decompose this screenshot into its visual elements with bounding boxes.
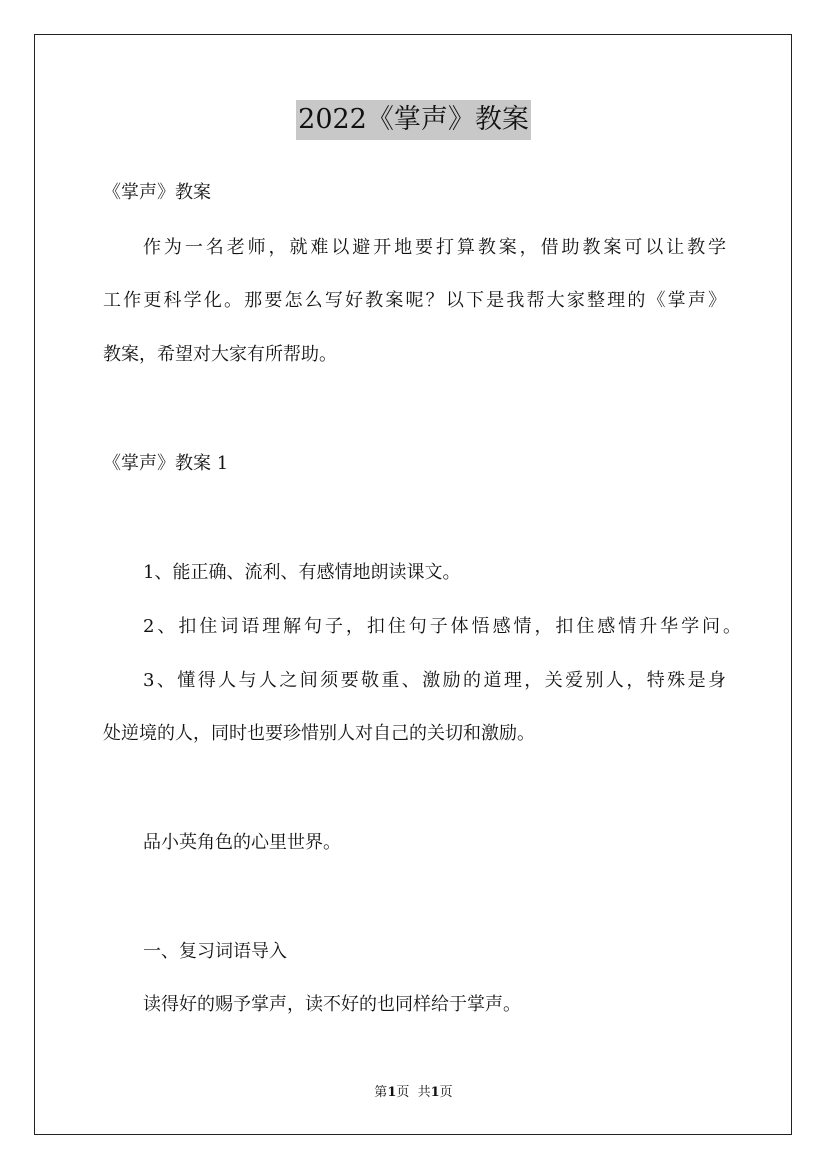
goal-2: 2、扣住词语理解句子，扣住句子体悟感情，扣住感情升华学问。 [143, 616, 741, 637]
goal-3-continued: 处逆境的人，同时也要珍惜别人对自己的关切和激励。 [103, 723, 535, 744]
section-heading: 《掌声》教案 1 [103, 453, 229, 474]
subtitle: 《掌声》教案 [103, 182, 211, 203]
intro-line-2: 工作更科学化。那要怎么写好教案呢？以下是我帮大家整理的《掌声》 [103, 290, 726, 311]
footer-page-prefix: 第 [374, 1085, 388, 1100]
intro-line-3: 教案，希望对大家有所帮助。 [103, 344, 337, 365]
footer-page-mid: 页 共 [396, 1085, 431, 1100]
footer-page-number: 1 [387, 1085, 397, 1100]
title-container [0, 100, 827, 140]
document-title: 2022《掌声》教案 [296, 100, 531, 140]
footer-page-suffix: 页 [439, 1085, 453, 1100]
intro-line-1: 作为一名老师，就难以避开地要打算教案，借助教案可以让教学 [143, 237, 726, 258]
step-text: 读得好的赐予掌声，读不好的也同样给于掌声。 [143, 994, 521, 1015]
step-heading: 一、复习词语导入 [143, 941, 287, 962]
key-point: 品小英角色的心里世界。 [143, 832, 341, 853]
page-footer [0, 1084, 827, 1102]
goal-3: 3、懂得人与人之间须要敬重、激励的道理，关爱别人，特殊是身 [143, 670, 726, 691]
goal-1: 1、能正确、流利、有感情地朗读课文。 [143, 562, 461, 583]
footer-total-pages: 1 [430, 1085, 440, 1100]
